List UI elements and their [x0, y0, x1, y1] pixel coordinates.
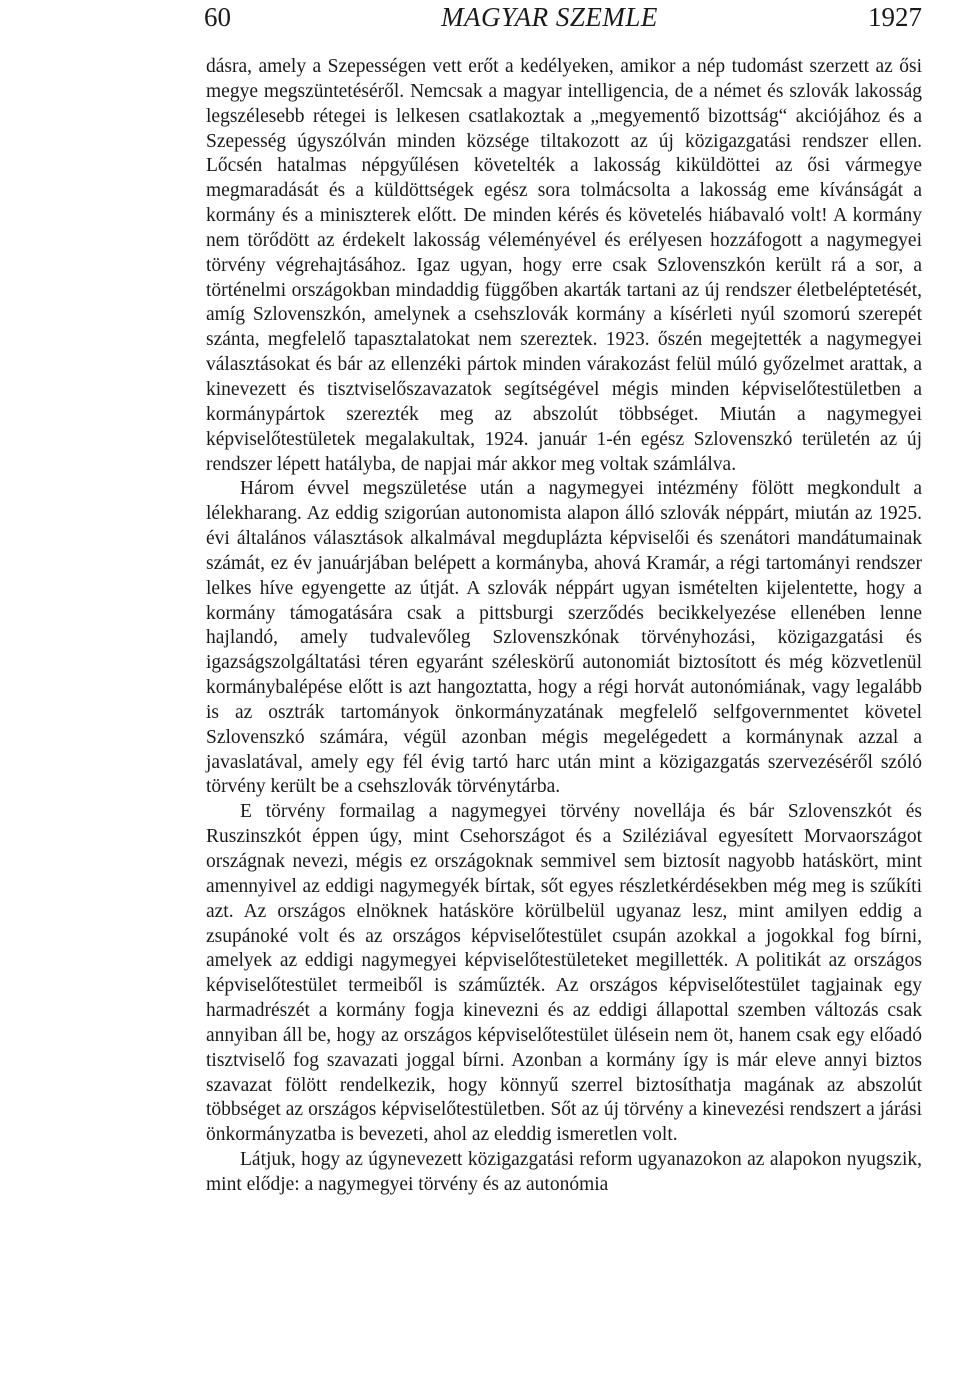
paragraph: Három évvel megszületése után a nagymegyei intézmény fölött megkondult a lélekharang. Az eddig szigorúan autonomista alapon álló szlovák néppárt, miután az 1925. évi általános választások alkalmával megduplázta képviselői és szenátori mandátumainak számát, ez év januárjában belépett a kormányba, ahová Kramár, a régi tartományi rendszer lelkes híve egyengette az útját. A szlovák néppárt ugyan ismételten kijelentette, hogy a kormány támogatására csak a pittsburgi szerződés becikkelyezése ellenében lenne hajlandó, amely tudvalevőleg Szlovenszkónak törvényhozási, közigazgatási és igazságszolgáltatási téren egyaránt széleskörű autonomiát biztosított és még közvetlenül kormánybalépése előtt is azt hangoztatta, hogy a régi horvát autonómiának, vagy legalább is az osztrák tartományok önkormányzatának megfelelő selfgovernmentet követel Szlovenszkó számára, végül azonban mégis megelégedett a kormánynak azzal a javaslatával, amely egy fél évig tartó harc után mint a közigazgatás szervezéséről szóló törvény került be a csehszlovák törvénytárba.: [206, 478, 922, 798]
running-title: MAGYAR SZEMLE: [441, 2, 658, 32]
paragraph-continued: dásra, amely a Szepességen vett erőt a kedélyeken, amikor a nép tudomást szerzett az ősi megye megszüntetéséről. Nemcsak a magyar intelligencia, de a német és szlovák lakosság legszélesebb rétegei is lelkesen csatlakoztak a „megyementő bizottság“ akciójához és a Szepesség úgyszólván minden községe tiltakozott az új közigazgatási rendszer ellen. Lőcsén hatalmas népgyűlésen követelték a lakosság kiküldöttei az ősi vármegye megmaradását és a küldöttségek egész sora tolmácsolta a lakosság eme kívánságát a kormány és a miniszterek előtt. De minden kérés és követelés hiábavaló volt! A kormány nem törődött az érdekelt lakosság véleményével és erélyesen hozzáfogott a nagymegyei törvény végrehajtásához. Igaz ugyan, hogy erre csak Szlovenszkón került rá a sor, a történelmi országokban mindaddig függőben akarták tartani az új rendszer életbeléptetését, amíg Szlovenszkón, amelynek a csehszlovák kormány a kísérleti nyúl szomorú szerepét szánta, megfelelő tapasztalatokat nem szereztek. 1923. őszén megejtették a nagymegyei választásokat és bár az ellenzéki pártok minden várakozást felül múló győzelmet arattak, a kinevezett és tisztviselőszavazatok segítségével mégis minden képviselőtestületben a kormánypártok szerezték meg az abszolút többséget. Miután a nagymegyei képviselőtestületek megalakultak, 1924. január 1-én egész Szlovenszkó területén az új rendszer lépett hatályba, de napjai már akkor meg voltak számlálva.: [206, 56, 922, 475]
page-header: [204, 2, 922, 36]
article-body: [206, 55, 922, 1198]
paragraph: Látjuk, hogy az úgynevezett közigazgatási reform ugyanazokon az alapokon nyugszik, mint elődje: a nagymegyei törvény és az autonómia: [206, 1149, 922, 1195]
page-number: 60: [204, 2, 231, 32]
paragraph: E törvény formailag a nagymegyei törvény novellája és bár Szlovenszkót és Ruszinszkót éppen úgy, mint Csehországot és a Sziléziával egyesített Morvaországot országnak nevezi, mégis ez országoknak semmivel sem biztosít nagyobb hatáskört, mint amennyivel az eddigi nagymegyék bírtak, sőt egyes részletkérdésekben még meg is szűkíti azt. Az országos elnöknek hatásköre körülbelül ugyanaz lesz, mint amilyen eddig a zsupánoké volt és az országos képviselőtestület csupán azokkal a jogokkal fog bírni, amelyek az eddigi nagymegyei képviselőtestületeket megillették. A politikát az országos képviselőtestület termeiből is száműzték. Az országos képviselőtestület tagjainak egy harmadrészét a kormány fogja kinevezni és az eddigi állapottal szemben változás csak annyiban áll be, hogy az országos képviselőtestület ülésein nem öt, hanem csak egy előadó tisztviselő fog szavazati joggal bírni. Azonban a kormány így is már eleve annyi biztos szavazat fölött rendelkezik, hogy könnyű szerrel biztosíthatja magának az abszolút többséget az országos képviselőtestületben. Sőt az új törvény a kinevezési rendszert a járási önkormányzatba is bevezeti, ahol az eleddig ismeretlen volt.: [206, 801, 922, 1146]
publication-year: 1927: [867, 2, 922, 32]
